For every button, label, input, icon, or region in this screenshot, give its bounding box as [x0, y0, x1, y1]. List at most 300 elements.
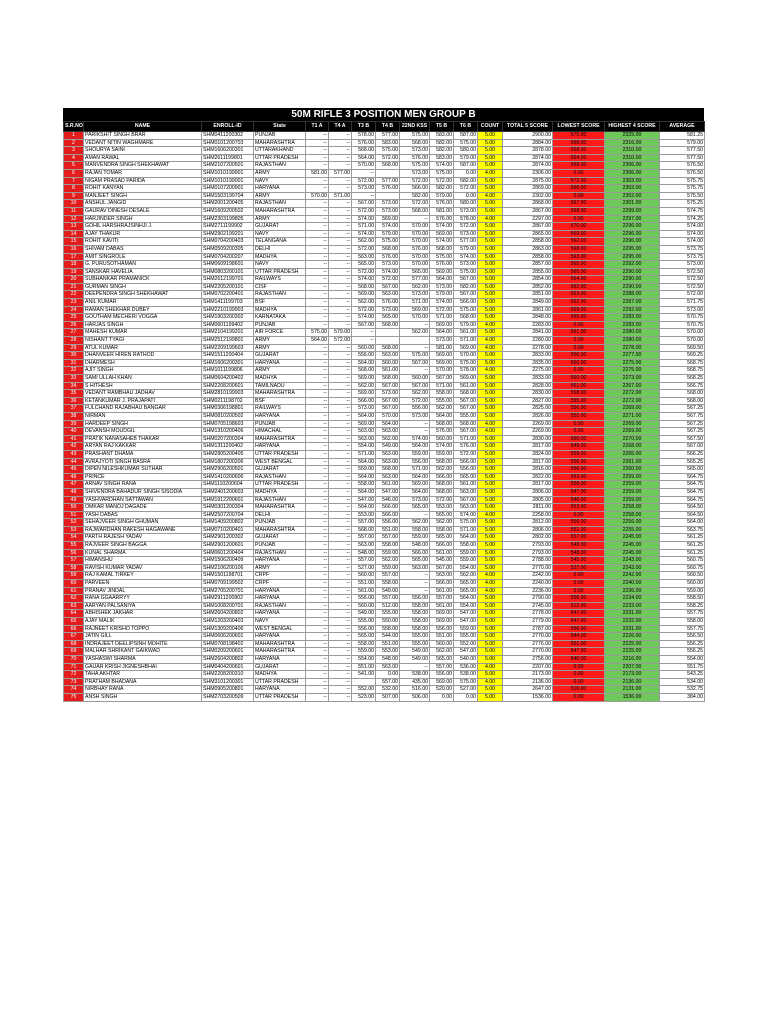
score-t4a-cell: --: [329, 496, 352, 504]
serial-number-cell: 18: [64, 261, 84, 269]
score-t1a-cell: --: [306, 557, 329, 565]
athlete-name-cell: SAMI ULLAH KHAN: [84, 375, 202, 383]
score-t4a-cell: --: [329, 671, 352, 679]
athlete-name-cell: AJIT SINGH: [84, 367, 202, 375]
highest-4-score-cell: 2259.00: [605, 488, 660, 496]
count-cell: 5.00: [478, 245, 503, 253]
serial-number-cell: 39: [64, 420, 84, 428]
score-t6b-cell: 571.00: [454, 526, 478, 534]
highest-4-score-cell: 2259.00: [605, 473, 660, 481]
total-5-score-cell: 2793.00: [503, 549, 553, 557]
athlete-name-cell: AARYAN PALSANIYA: [84, 602, 202, 610]
highest-4-score-cell: 2258.00: [605, 504, 660, 512]
total-5-score-cell: 2830.00: [503, 435, 553, 443]
lowest-score-cell: 0.00: [553, 169, 605, 177]
highest-4-score-cell: 2292.00: [605, 261, 660, 269]
score-t6b-cell: 0.00: [454, 693, 478, 701]
score-t4b-cell: 574.00: [376, 223, 400, 231]
average-cell: 572.50: [660, 283, 705, 291]
table-row: [64, 154, 705, 162]
score-t5b-cell: 564.00: [430, 276, 454, 284]
count-cell: 5.00: [478, 375, 503, 383]
score-t4b-cell: 549.00: [376, 587, 400, 595]
score-t5b-cell: 566.00: [430, 542, 454, 550]
count-cell: 5.00: [478, 671, 503, 679]
score-t1a-cell: --: [306, 299, 329, 307]
table-row: [64, 185, 705, 193]
highest-4-score-cell: 2310.00: [605, 154, 660, 162]
count-cell: 5.00: [478, 314, 503, 322]
score-t4a-cell: --: [329, 223, 352, 231]
count-cell: 5.00: [478, 618, 503, 626]
score-t4b-cell: 573.00: [376, 261, 400, 269]
lowest-score-cell: 562.00: [553, 283, 605, 291]
score-t1a-cell: --: [306, 405, 329, 413]
score-t6b-cell: 564.00: [454, 534, 478, 542]
score-t6b-cell: 582.00: [454, 177, 478, 185]
count-cell: 5.00: [478, 595, 503, 603]
state-cell: GUJARAT: [254, 223, 306, 231]
score-t1a-cell: --: [306, 200, 329, 208]
table-row: [64, 253, 705, 261]
serial-number-cell: 75: [64, 693, 84, 701]
enroll-id-cell: SHM0411200302: [202, 132, 254, 140]
score-t6b-cell: 567.00: [454, 428, 478, 436]
score-t5b-cell: 565.00: [430, 534, 454, 542]
score-t6b-cell: 564.00: [454, 595, 478, 603]
score-t5b-cell: 562.00: [430, 405, 454, 413]
highest-4-score-cell: 2265.00: [605, 450, 660, 458]
table-row: [64, 344, 705, 352]
count-cell: 5.00: [478, 534, 503, 542]
score-t4b-cell: 562.00: [376, 435, 400, 443]
state-cell: ARMY: [254, 344, 306, 352]
average-cell: 575.25: [660, 200, 705, 208]
score-22nd-kss-cell: 568.00: [400, 139, 430, 147]
score-22nd-kss-cell: 555.00: [400, 633, 430, 641]
athlete-name-cell: DHARMESH: [84, 359, 202, 367]
lowest-score-cell: 0.00: [553, 215, 605, 223]
lowest-score-cell: 569.00: [553, 306, 605, 314]
count-cell: 5.00: [478, 648, 503, 656]
score-t6b-cell: 559.00: [454, 557, 478, 565]
score-t3b-cell: 569.00: [352, 375, 376, 383]
highest-4-score-cell: 2245.00: [605, 542, 660, 550]
score-t1a-cell: --: [306, 663, 329, 671]
athlete-name-cell: ANSHUL JANGID: [84, 200, 202, 208]
table-row: [64, 671, 705, 679]
highest-4-score-cell: 2233.00: [605, 602, 660, 610]
score-t3b-cell: 574.00: [352, 276, 376, 284]
score-22nd-kss-cell: 506.00: [400, 693, 430, 701]
enroll-id-cell: SHM3101200301: [202, 678, 254, 686]
total-5-score-cell: 2817.00: [503, 443, 553, 451]
athlete-name-cell: DEVANSH MOUDGIL: [84, 428, 202, 436]
athlete-name-cell: ANIL KUMAR: [84, 299, 202, 307]
enroll-id-cell: SHM0702200401: [202, 291, 254, 299]
score-t4b-cell: 557.00: [376, 678, 400, 686]
score-t4b-cell: 544.00: [376, 633, 400, 641]
score-t6b-cell: 540.00: [454, 655, 478, 663]
state-cell: MADHYA: [254, 253, 306, 261]
score-t4b-cell: 553.00: [376, 648, 400, 656]
serial-number-cell: 14: [64, 230, 84, 238]
score-t4a-cell: --: [329, 291, 352, 299]
serial-number-cell: 61: [64, 587, 84, 595]
score-t6b-cell: 538.00: [454, 671, 478, 679]
lowest-score-cell: 548.00: [553, 542, 605, 550]
score-t6b-cell: 567.00: [454, 405, 478, 413]
count-cell: 5.00: [478, 230, 503, 238]
score-t4b-cell: [376, 192, 400, 200]
highest-4-score-cell: 2273.00: [605, 375, 660, 383]
athlete-name-cell: RAJVEER SINGH BAGGA: [84, 542, 202, 550]
score-t6b-cell: 575.00: [454, 306, 478, 314]
score-t5b-cell: 556.00: [430, 671, 454, 679]
highest-4-score-cell: 2267.00: [605, 382, 660, 390]
enroll-id-cell: SHM2901200302: [202, 534, 254, 542]
table-row: [64, 534, 705, 542]
score-t1a-cell: --: [306, 245, 329, 253]
column-header: T3 B: [352, 122, 376, 132]
state-cell: RAJASTHAN: [254, 200, 306, 208]
total-5-score-cell: 2236.00: [503, 587, 553, 595]
total-5-score-cell: 2788.00: [503, 557, 553, 565]
score-t4a-cell: --: [329, 488, 352, 496]
highest-4-score-cell: 2296.00: [605, 223, 660, 231]
score-t6b-cell: 567.00: [454, 397, 478, 405]
score-t4b-cell: 551.00: [376, 526, 400, 534]
score-t5b-cell: 576.00: [430, 215, 454, 223]
score-t4a-cell: --: [329, 420, 352, 428]
score-t4a-cell: --: [329, 276, 352, 284]
score-t1a-cell: --: [306, 671, 329, 679]
score-t3b-cell: [352, 678, 376, 686]
average-cell: 560.00: [660, 580, 705, 588]
score-t3b-cell: 568.00: [352, 526, 376, 534]
count-cell: 5.00: [478, 276, 503, 284]
score-t1a-cell: --: [306, 580, 329, 588]
athlete-name-cell: GAUAR KRISH JIGNESHBHAI: [84, 663, 202, 671]
score-22nd-kss-cell: 572.00: [400, 177, 430, 185]
state-cell: WEST BENGAL: [254, 625, 306, 633]
count-cell: 4.00: [478, 367, 503, 375]
serial-number-cell: 60: [64, 580, 84, 588]
score-t3b-cell: --: [352, 192, 376, 200]
table-row: [64, 405, 705, 413]
sheet-title: 50M RIFLE 3 POSITION MEN GROUP B: [63, 108, 704, 121]
enroll-id-cell: SHM2805200405: [202, 450, 254, 458]
table-row: [64, 329, 705, 337]
average-cell: 564.00: [660, 519, 705, 527]
score-t3b-cell: 568.00: [352, 367, 376, 375]
column-header: AVERAGE: [660, 122, 705, 132]
highest-4-score-cell: 2302.00: [605, 192, 660, 200]
highest-4-score-cell: 2270.00: [605, 435, 660, 443]
lowest-score-cell: 547.00: [553, 488, 605, 496]
score-22nd-kss-cell: 558.00: [400, 618, 430, 626]
lowest-score-cell: 562.00: [553, 299, 605, 307]
average-cell: 556.50: [660, 633, 705, 641]
score-t4a-cell: 571.00: [329, 192, 352, 200]
enroll-id-cell: SHM2210199903: [202, 306, 254, 314]
lowest-score-cell: 575.00: [553, 132, 605, 140]
count-cell: 5.00: [478, 443, 503, 451]
score-22nd-kss-cell: 564.00: [400, 473, 430, 481]
total-5-score-cell: 2830.00: [503, 390, 553, 398]
total-5-score-cell: 2865.00: [503, 230, 553, 238]
score-t6b-cell: 567.00: [454, 496, 478, 504]
state-cell: ARMY: [254, 215, 306, 223]
score-t1a-cell: --: [306, 321, 329, 329]
score-t4a-cell: --: [329, 207, 352, 215]
score-t6b-cell: 582.00: [454, 283, 478, 291]
count-cell: 5.00: [478, 405, 503, 413]
highest-4-score-cell: 2306.00: [605, 162, 660, 170]
state-cell: GUJARAT: [254, 466, 306, 474]
score-t4b-cell: 568.00: [376, 321, 400, 329]
lowest-score-cell: 560.00: [553, 375, 605, 383]
score-t6b-cell: 558.00: [454, 542, 478, 550]
lowest-score-cell: 0.00: [553, 693, 605, 701]
score-t6b-cell: 561.00: [454, 481, 478, 489]
athlete-name-cell: NISHANT TYAGI: [84, 337, 202, 345]
athlete-name-cell: JATIN GILL: [84, 633, 202, 641]
results-sheet: [63, 108, 704, 702]
score-t4a-cell: --: [329, 405, 352, 413]
score-t1a-cell: --: [306, 542, 329, 550]
table-row: [64, 192, 705, 200]
table-row: [64, 488, 705, 496]
score-t4a-cell: --: [329, 359, 352, 367]
table-row: [64, 177, 705, 185]
score-t5b-cell: 569.00: [430, 618, 454, 626]
total-5-score-cell: 1536.00: [503, 693, 553, 701]
score-t4a-cell: 577.00: [329, 169, 352, 177]
score-t5b-cell: 579.00: [430, 192, 454, 200]
serial-number-cell: 35: [64, 390, 84, 398]
total-5-score-cell: 2867.00: [503, 223, 553, 231]
score-t5b-cell: 560.00: [430, 640, 454, 648]
score-22nd-kss-cell: --: [400, 428, 430, 436]
score-t1a-cell: --: [306, 375, 329, 383]
score-t3b-cell: 556.00: [352, 595, 376, 603]
score-t6b-cell: 575.00: [454, 519, 478, 527]
table-row: [64, 443, 705, 451]
score-t6b-cell: 559.00: [454, 625, 478, 633]
score-t3b-cell: 554.00: [352, 655, 376, 663]
score-22nd-kss-cell: 573.00: [400, 291, 430, 299]
lowest-score-cell: 0.00: [553, 511, 605, 519]
table-row: [64, 466, 705, 474]
total-5-score-cell: 2283.00: [503, 321, 553, 329]
count-cell: 5.00: [478, 185, 503, 193]
score-t1a-cell: --: [306, 572, 329, 580]
total-5-score-cell: 2833.00: [503, 352, 553, 360]
table-row: [64, 230, 705, 238]
score-t3b-cell: 547.00: [352, 496, 376, 504]
score-t1a-cell: --: [306, 261, 329, 269]
highest-4-score-cell: 2256.00: [605, 519, 660, 527]
score-t3b-cell: 565.00: [352, 261, 376, 269]
highest-4-score-cell: 2258.00: [605, 511, 660, 519]
serial-number-cell: 54: [64, 534, 84, 542]
score-t4a-cell: --: [329, 147, 352, 155]
score-t4a-cell: --: [329, 466, 352, 474]
highest-4-score-cell: 2226.00: [605, 633, 660, 641]
count-cell: 4.00: [478, 420, 503, 428]
serial-number-cell: 73: [64, 678, 84, 686]
score-t4b-cell: 574.00: [376, 268, 400, 276]
enroll-id-cell: SHM0708198402: [202, 640, 254, 648]
score-t4b-cell: 579.00: [376, 230, 400, 238]
score-t4a-cell: --: [329, 686, 352, 694]
score-t4a-cell: --: [329, 412, 352, 420]
score-t6b-cell: 587.00: [454, 132, 478, 140]
score-t4b-cell: 564.00: [376, 420, 400, 428]
average-cell: 567.00: [660, 443, 705, 451]
score-t1a-cell: --: [306, 496, 329, 504]
score-t3b-cell: 559.00: [352, 648, 376, 656]
count-cell: 4.00: [478, 663, 503, 671]
total-5-score-cell: 2756.00: [503, 655, 553, 663]
table-row: [64, 390, 705, 398]
table-row: [64, 162, 705, 170]
count-cell: 5.00: [478, 132, 503, 140]
score-t4b-cell: 563.00: [376, 291, 400, 299]
score-t3b-cell: 568.00: [352, 147, 376, 155]
total-5-score-cell: 2806.00: [503, 488, 553, 496]
state-cell: CRPF: [254, 572, 306, 580]
athlete-name-cell: SHIVENDRA BAHADUR SINGH SISODIA: [84, 488, 202, 496]
enroll-id-cell: SHM0207200304: [202, 435, 254, 443]
score-t1a-cell: --: [306, 633, 329, 641]
score-t3b-cell: 572.00: [352, 245, 376, 253]
lowest-score-cell: 563.00: [553, 473, 605, 481]
athlete-name-cell: AMIT SINGROLE: [84, 253, 202, 261]
average-cell: 576.50: [660, 169, 705, 177]
serial-number-cell: 37: [64, 405, 84, 413]
score-t4b-cell: 551.00: [376, 640, 400, 648]
average-cell: 575.75: [660, 177, 705, 185]
score-t3b-cell: 551.00: [352, 580, 376, 588]
enroll-id-cell: SHM1411199703: [202, 299, 254, 307]
score-t1a-cell: --: [306, 207, 329, 215]
score-t1a-cell: 570.00: [306, 192, 329, 200]
enroll-id-cell: SHM2810199903: [202, 390, 254, 398]
highest-4-score-cell: 2243.00: [605, 564, 660, 572]
highest-4-score-cell: 2261.00: [605, 458, 660, 466]
score-t1a-cell: --: [306, 435, 329, 443]
score-t4b-cell: 568.00: [376, 162, 400, 170]
score-t4a-cell: --: [329, 618, 352, 626]
highest-4-score-cell: 2283.00: [605, 314, 660, 322]
score-t5b-cell: 564.00: [430, 329, 454, 337]
serial-number-cell: 42: [64, 443, 84, 451]
score-t5b-cell: 581.00: [430, 207, 454, 215]
total-5-score-cell: 2306.00: [503, 169, 553, 177]
score-t4b-cell: 559.00: [376, 549, 400, 557]
score-t5b-cell: 579.00: [430, 291, 454, 299]
athlete-name-cell: DHANVEER HIREN RATHOD: [84, 352, 202, 360]
lowest-score-cell: 0.00: [553, 428, 605, 436]
serial-number-cell: 66: [64, 625, 84, 633]
athlete-name-cell: SEHAJVEER SINGH GHUMAN: [84, 519, 202, 527]
enroll-id-cell: SHM1203200403: [202, 618, 254, 626]
table-row: [64, 412, 705, 420]
enroll-id-cell: SHM2208200601: [202, 382, 254, 390]
state-cell: KARNATAKA: [254, 314, 306, 322]
average-cell: 569.50: [660, 344, 705, 352]
score-t5b-cell: 569.00: [430, 268, 454, 276]
score-t3b-cell: 553.00: [352, 511, 376, 519]
serial-number-cell: 56: [64, 549, 84, 557]
state-cell: PUNJAB: [254, 420, 306, 428]
enroll-id-cell: SHM2104199201: [202, 329, 254, 337]
serial-number-cell: 62: [64, 595, 84, 603]
total-5-score-cell: 2852.00: [503, 283, 553, 291]
score-t4a-cell: --: [329, 306, 352, 314]
score-22nd-kss-cell: 565.00: [400, 557, 430, 565]
lowest-score-cell: 558.00: [553, 390, 605, 398]
state-cell: RAJASTHAN: [254, 473, 306, 481]
total-5-score-cell: 2770.00: [503, 648, 553, 656]
average-cell: 574.25: [660, 215, 705, 223]
serial-number-cell: 57: [64, 557, 84, 565]
score-22nd-kss-cell: 574.00: [400, 435, 430, 443]
athlete-name-cell: RAJNEET KRISHO TOPPO: [84, 625, 202, 633]
score-t3b-cell: 556.00: [352, 625, 376, 633]
count-cell: 5.00: [478, 450, 503, 458]
serial-number-cell: 43: [64, 450, 84, 458]
table-row: [64, 549, 705, 557]
table-row: [64, 367, 705, 375]
score-t4b-cell: 548.00: [376, 655, 400, 663]
total-5-score-cell: 2240.00: [503, 580, 553, 588]
serial-number-cell: 70: [64, 655, 84, 663]
score-22nd-kss-cell: 564.00: [400, 443, 430, 451]
score-22nd-kss-cell: 577.00: [400, 276, 430, 284]
serial-number-cell: 4: [64, 154, 84, 162]
count-cell: 5.00: [478, 625, 503, 633]
state-cell: HARYANA: [254, 633, 306, 641]
table-row: [64, 132, 705, 140]
athlete-name-cell: VEDANT NITIN WAGHMARE: [84, 139, 202, 147]
column-header: S.R.NO: [64, 122, 84, 132]
enroll-id-cell: SHM0609198601: [202, 261, 254, 269]
count-cell: 4.00: [478, 580, 503, 588]
table-row: [64, 511, 705, 519]
state-cell: UTTAR PRADESH: [254, 450, 306, 458]
average-cell: 574.00: [660, 230, 705, 238]
lowest-score-cell: 556.00: [553, 519, 605, 527]
score-t4a-cell: --: [329, 344, 352, 352]
score-22nd-kss-cell: 576.00: [400, 154, 430, 162]
score-t1a-cell: --: [306, 185, 329, 193]
athlete-name-cell: RAMAN SHEKHAR DUBEY: [84, 306, 202, 314]
score-22nd-kss-cell: 570.00: [400, 238, 430, 246]
score-22nd-kss-cell: 556.00: [400, 595, 430, 603]
score-t3b-cell: 572.00: [352, 177, 376, 185]
score-t3b-cell: 558.00: [352, 640, 376, 648]
score-t4b-cell: 573.00: [376, 200, 400, 208]
count-cell: 5.00: [478, 261, 503, 269]
score-t6b-cell: 571.00: [454, 337, 478, 345]
score-t4a-cell: --: [329, 648, 352, 656]
score-t1a-cell: --: [306, 306, 329, 314]
score-t1a-cell: --: [306, 253, 329, 261]
serial-number-cell: 74: [64, 686, 84, 694]
